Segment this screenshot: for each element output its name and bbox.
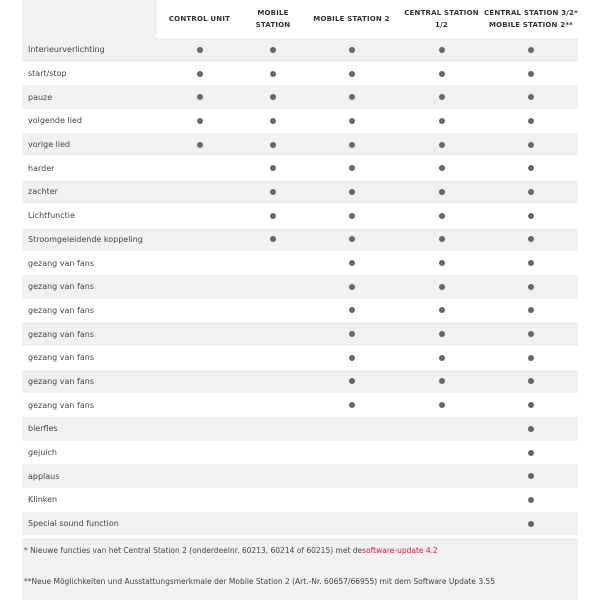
cell-mobile-station: [242, 417, 304, 441]
supported-dot-icon: [439, 71, 445, 77]
cell-mobile-station-2: [304, 109, 399, 133]
cell-control-unit: [157, 512, 242, 536]
supported-dot-icon: [349, 213, 355, 219]
feature-label: gezang van fans: [28, 376, 94, 386]
table-row: [22, 156, 578, 180]
cell-mobile-station-2: [304, 417, 399, 441]
cell-central-station-3-2: [484, 180, 578, 204]
header-central-station-1-2: CENTRAL STATION 1/2: [404, 9, 479, 29]
cell-mobile-station: [242, 346, 304, 370]
feature-label: Special sound function: [28, 519, 119, 529]
supported-dot-icon: [349, 94, 355, 100]
table-row: [22, 512, 578, 536]
cell-central-station-3-2: [484, 370, 578, 394]
supported-dot-icon: [528, 284, 534, 290]
feature-label: gezang van fans: [28, 258, 94, 268]
cell-control-unit: [157, 464, 242, 488]
cell-mobile-station-2: [304, 156, 399, 180]
table-row: [22, 275, 578, 299]
cell-central-station-1-2: [399, 38, 484, 62]
feature-label: harder: [28, 163, 55, 173]
feature-label: gezang van fans: [28, 282, 94, 292]
cell-central-station-3-2: [484, 417, 578, 441]
cell-control-unit: [157, 85, 242, 109]
cell-central-station-1-2: [399, 393, 484, 417]
cell-central-station-3-2: [484, 322, 578, 346]
feature-label: Interieurverlichting: [28, 45, 105, 55]
cell-mobile-station: [242, 275, 304, 299]
cell-central-station-1-2: [399, 156, 484, 180]
supported-dot-icon: [528, 213, 534, 219]
footnote-1: [22, 538, 578, 562]
cell-central-station-3-2: [484, 251, 578, 275]
supported-dot-icon: [528, 165, 534, 171]
cell-mobile-station: [242, 488, 304, 512]
cell-mobile-station: [242, 109, 304, 133]
cell-mobile-station: [242, 133, 304, 157]
cell-mobile-station: [242, 370, 304, 394]
cell-control-unit: [157, 180, 242, 204]
supported-dot-icon: [528, 497, 534, 503]
supported-dot-icon: [439, 94, 445, 100]
cell-control-unit: [157, 156, 242, 180]
supported-dot-icon: [197, 71, 203, 77]
cell-control-unit: [157, 322, 242, 346]
supported-dot-icon: [528, 331, 534, 337]
footnote-1-text: * Nieuwe functies van het Central Station 2 (onderdeelnr. 60213, 60214 of 60215) met de: [24, 545, 363, 555]
cell-control-unit: [157, 251, 242, 275]
table-row: [22, 228, 578, 252]
feature-label: gezang van fans: [28, 353, 94, 363]
header-mobile-station-2-line2: MOBILE STATION 2**: [488, 21, 574, 29]
cell-central-station-3-2: [484, 393, 578, 417]
cell-central-station-1-2: [399, 464, 484, 488]
supported-dot-icon: [349, 402, 355, 408]
cell-central-station-1-2: [399, 62, 484, 86]
cell-mobile-station-2: [304, 251, 399, 275]
cell-mobile-station-2: [304, 62, 399, 86]
cell-central-station-1-2: [399, 251, 484, 275]
supported-dot-icon: [349, 378, 355, 384]
cell-mobile-station-2: [304, 488, 399, 512]
supported-dot-icon: [439, 118, 445, 124]
supported-dot-icon: [439, 189, 445, 195]
footnote-2: [22, 562, 578, 600]
cell-control-unit: [157, 204, 242, 228]
cell-control-unit: [157, 417, 242, 441]
supported-dot-icon: [270, 165, 276, 171]
supported-dot-icon: [439, 142, 445, 148]
cell-central-station-3-2: [484, 441, 578, 465]
cell-central-station-3-2: [484, 512, 578, 536]
supported-dot-icon: [197, 142, 203, 148]
supported-dot-icon: [270, 47, 276, 53]
feature-label: start/stop: [28, 69, 67, 79]
feature-table: [22, 0, 578, 535]
cell-central-station-3-2: [484, 85, 578, 109]
cell-control-unit: [157, 275, 242, 299]
cell-mobile-station: [242, 204, 304, 228]
cell-mobile-station-2: [304, 370, 399, 394]
cell-central-station-1-2: [399, 322, 484, 346]
header-central-station-3-2-line1: CENTRAL STATION 3/2*: [484, 9, 578, 17]
footnote-2-text: **Neue Möglichkeiten und Ausstattungsmerkmale der Mobile Station 2 (Art.-Nr. 60657/66955) mit dem Software Update 3.55: [24, 576, 496, 586]
cell-central-station-3-2: [484, 488, 578, 512]
cell-control-unit: [157, 441, 242, 465]
supported-dot-icon: [439, 355, 445, 361]
cell-mobile-station-2: [304, 180, 399, 204]
cell-mobile-station: [242, 228, 304, 252]
cell-central-station-3-2: [484, 464, 578, 488]
supported-dot-icon: [349, 47, 355, 53]
cell-central-station-1-2: [399, 85, 484, 109]
feature-label: applaus: [28, 471, 60, 481]
cell-mobile-station: [242, 512, 304, 536]
cell-mobile-station-2: [304, 85, 399, 109]
supported-dot-icon: [349, 189, 355, 195]
feature-label: gejuich: [28, 448, 57, 458]
cell-central-station-1-2: [399, 370, 484, 394]
cell-control-unit: [157, 488, 242, 512]
cell-mobile-station-2: [304, 346, 399, 370]
header-mobile-station: MOBILE STATION: [255, 9, 291, 29]
table-row: [22, 417, 578, 441]
table-row: [22, 62, 578, 86]
cell-mobile-station: [242, 85, 304, 109]
feature-label: bierfles: [28, 424, 58, 434]
table-row: [22, 133, 578, 157]
table-row: [22, 441, 578, 465]
supported-dot-icon: [439, 165, 445, 171]
cell-mobile-station: [242, 38, 304, 62]
header-label-cell: [22, 0, 157, 38]
cell-mobile-station-2: [304, 228, 399, 252]
software-update-link[interactable]: software-update 4.2: [362, 545, 438, 555]
cell-central-station-1-2: [399, 228, 484, 252]
table-row: [22, 464, 578, 488]
cell-central-station-3-2: [484, 299, 578, 323]
supported-dot-icon: [439, 378, 445, 384]
supported-dot-icon: [349, 307, 355, 313]
table-header: [22, 0, 578, 38]
cell-mobile-station: [242, 393, 304, 417]
supported-dot-icon: [528, 94, 534, 100]
supported-dot-icon: [349, 142, 355, 148]
supported-dot-icon: [528, 307, 534, 313]
supported-dot-icon: [197, 47, 203, 53]
supported-dot-icon: [270, 189, 276, 195]
supported-dot-icon: [349, 118, 355, 124]
cell-mobile-station-2: [304, 133, 399, 157]
supported-dot-icon: [528, 521, 534, 527]
cell-central-station-3-2: [484, 133, 578, 157]
supported-dot-icon: [439, 307, 445, 313]
supported-dot-icon: [270, 213, 276, 219]
cell-mobile-station: [242, 180, 304, 204]
cell-central-station-3-2: [484, 156, 578, 180]
supported-dot-icon: [349, 165, 355, 171]
feature-label: gezang van fans: [28, 329, 94, 339]
feature-label: pauze: [28, 92, 53, 102]
cell-control-unit: [157, 109, 242, 133]
cell-central-station-1-2: [399, 299, 484, 323]
table-row: [22, 488, 578, 512]
cell-control-unit: [157, 38, 242, 62]
cell-central-station-3-2: [484, 204, 578, 228]
supported-dot-icon: [528, 473, 534, 479]
cell-mobile-station-2: [304, 38, 399, 62]
table-row: [22, 109, 578, 133]
supported-dot-icon: [349, 355, 355, 361]
cell-central-station-3-2: [484, 109, 578, 133]
cell-central-station-3-2: [484, 38, 578, 62]
feature-label: Lichtfunctie: [28, 211, 75, 221]
cell-central-station-1-2: [399, 417, 484, 441]
feature-label: Stroomgeleidende koppeling: [28, 234, 143, 244]
cell-mobile-station-2: [304, 464, 399, 488]
cell-mobile-station: [242, 441, 304, 465]
cell-central-station-1-2: [399, 441, 484, 465]
supported-dot-icon: [528, 426, 534, 432]
feature-label: vorige lied: [28, 140, 71, 150]
cell-mobile-station: [242, 251, 304, 275]
supported-dot-icon: [349, 236, 355, 242]
table-row: [22, 393, 578, 417]
cell-central-station-1-2: [399, 204, 484, 228]
cell-mobile-station: [242, 156, 304, 180]
supported-dot-icon: [197, 94, 203, 100]
cell-mobile-station: [242, 464, 304, 488]
supported-dot-icon: [528, 118, 534, 124]
feature-label: gezang van fans: [28, 400, 94, 410]
feature-label: volgende lied: [28, 116, 82, 126]
cell-mobile-station-2: [304, 441, 399, 465]
cell-central-station-1-2: [399, 180, 484, 204]
supported-dot-icon: [528, 71, 534, 77]
table-row: [22, 204, 578, 228]
cell-mobile-station-2: [304, 322, 399, 346]
cell-mobile-station-2: [304, 393, 399, 417]
supported-dot-icon: [197, 118, 203, 124]
supported-dot-icon: [439, 284, 445, 290]
supported-dot-icon: [528, 260, 534, 266]
cell-mobile-station-2: [304, 299, 399, 323]
supported-dot-icon: [349, 284, 355, 290]
table-row: [22, 299, 578, 323]
cell-central-station-3-2: [484, 275, 578, 299]
supported-dot-icon: [270, 94, 276, 100]
cell-control-unit: [157, 133, 242, 157]
cell-central-station-1-2: [399, 512, 484, 536]
cell-mobile-station-2: [304, 275, 399, 299]
cell-mobile-station: [242, 322, 304, 346]
feature-label: gezang van fans: [28, 305, 94, 315]
cell-control-unit: [157, 62, 242, 86]
supported-dot-icon: [528, 402, 534, 408]
cell-control-unit: [157, 346, 242, 370]
cell-mobile-station: [242, 62, 304, 86]
supported-dot-icon: [528, 450, 534, 456]
header-control-unit: CONTROL UNIT: [168, 15, 231, 23]
supported-dot-icon: [349, 260, 355, 266]
table-row: [22, 370, 578, 394]
supported-dot-icon: [528, 236, 534, 242]
supported-dot-icon: [349, 71, 355, 77]
feature-label: zachter: [28, 187, 58, 197]
supported-dot-icon: [528, 378, 534, 384]
supported-dot-icon: [439, 213, 445, 219]
cell-central-station-3-2: [484, 62, 578, 86]
table-body: [22, 38, 578, 535]
cell-central-station-3-2: [484, 346, 578, 370]
cell-central-station-1-2: [399, 346, 484, 370]
table-row: [22, 38, 578, 62]
supported-dot-icon: [439, 236, 445, 242]
cell-control-unit: [157, 370, 242, 394]
supported-dot-icon: [528, 142, 534, 148]
cell-mobile-station-2: [304, 204, 399, 228]
table-row: [22, 346, 578, 370]
cell-control-unit: [157, 228, 242, 252]
supported-dot-icon: [439, 47, 445, 53]
cell-central-station-1-2: [399, 488, 484, 512]
supported-dot-icon: [349, 331, 355, 337]
supported-dot-icon: [528, 355, 534, 361]
supported-dot-icon: [270, 142, 276, 148]
supported-dot-icon: [270, 236, 276, 242]
supported-dot-icon: [528, 47, 534, 53]
supported-dot-icon: [270, 118, 276, 124]
cell-central-station-1-2: [399, 109, 484, 133]
cell-central-station-3-2: [484, 228, 578, 252]
header-central-station-3-2: [484, 0, 578, 38]
table-row: [22, 251, 578, 275]
supported-dot-icon: [528, 189, 534, 195]
cell-mobile-station-2: [304, 512, 399, 536]
cell-control-unit: [157, 299, 242, 323]
cell-control-unit: [157, 393, 242, 417]
supported-dot-icon: [439, 331, 445, 337]
header-mobile-station-2: MOBILE STATION 2: [313, 15, 390, 23]
table-row: [22, 85, 578, 109]
table-row: [22, 180, 578, 204]
supported-dot-icon: [439, 402, 445, 408]
cell-central-station-1-2: [399, 275, 484, 299]
feature-label: Klinken: [28, 495, 58, 505]
table-row: [22, 322, 578, 346]
supported-dot-icon: [270, 71, 276, 77]
cell-mobile-station: [242, 299, 304, 323]
supported-dot-icon: [439, 260, 445, 266]
cell-central-station-1-2: [399, 133, 484, 157]
